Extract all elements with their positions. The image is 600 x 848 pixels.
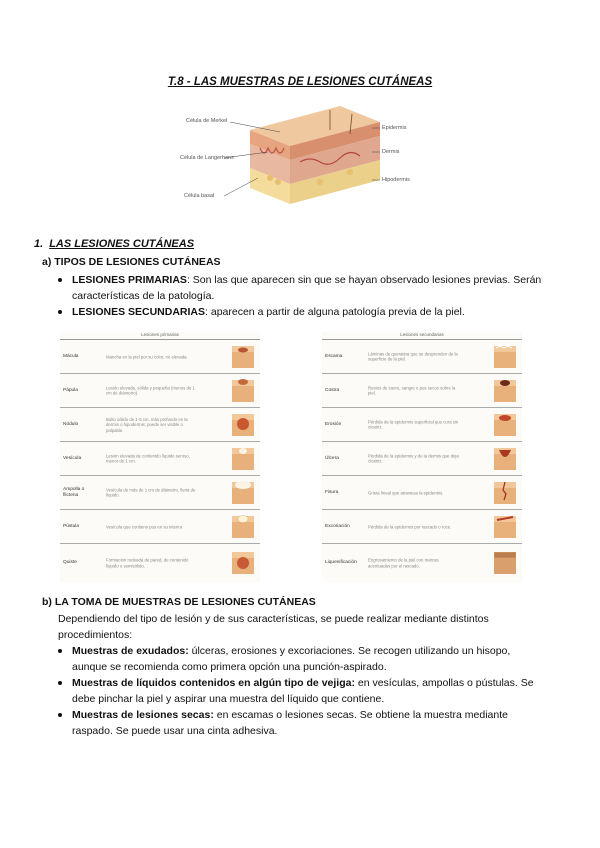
table-row bbox=[322, 340, 522, 374]
lesion-name: Vesícula bbox=[63, 455, 82, 461]
table-row bbox=[322, 374, 522, 408]
list-item-text: : Son las que aparecen sin que se hayan observado lesiones previas. Serán características de la patología. bbox=[72, 274, 542, 302]
list-item bbox=[58, 643, 548, 675]
lesion-name: Pústula bbox=[63, 523, 79, 529]
table-row bbox=[322, 544, 522, 582]
list-item-text: úlceras, erosiones y excoriaciones. Se recogen utilizando un hisopo, aunque se recomienda como primera opción una punción-aspirado. bbox=[72, 645, 511, 673]
lesion-thumbnail bbox=[492, 412, 518, 438]
lesion-thumbnail bbox=[230, 480, 256, 506]
lesion-description: Grieta lineal que atraviesa la epidermis. bbox=[368, 489, 444, 495]
list-item-term: LESIONES PRIMARIAS bbox=[72, 274, 187, 286]
list-item-term: Muestras de líquidos contenidos en algún tipo de vejiga: bbox=[72, 677, 355, 689]
table-row bbox=[322, 510, 522, 544]
lesion-thumbnail bbox=[492, 480, 518, 506]
list-item bbox=[58, 272, 548, 304]
table-row bbox=[322, 442, 522, 476]
table-header: Lesiones secundarias bbox=[322, 332, 522, 340]
figure-label: Célula basal bbox=[184, 193, 215, 199]
lesion-name: Excoriación bbox=[325, 523, 350, 529]
list-item bbox=[58, 675, 548, 707]
list-item-text: en vesículas, ampollas o pústulas. Se debe pinchar la piel y aspirar una muestra del líquido que contiene. bbox=[72, 677, 534, 705]
lesion-description: Lesión elevada de contenido líquido seroso, menor de 1 cm. bbox=[106, 453, 190, 464]
list-item-term: Muestras de lesiones secas: bbox=[72, 709, 214, 721]
lesion-types-list bbox=[58, 272, 548, 320]
lesion-name: Pápula bbox=[63, 387, 78, 393]
lesion-thumbnail bbox=[230, 344, 256, 370]
table-row bbox=[322, 408, 522, 442]
lesion-description: Pérdida de la epidermis y de la dermis que deja cicatriz. bbox=[368, 453, 459, 464]
primary-lesions-table bbox=[60, 332, 260, 582]
table-row bbox=[60, 510, 260, 544]
lesion-description: Pérdida de la epidermis por rascado o roce. bbox=[368, 523, 452, 529]
lesion-name: Quiste bbox=[63, 560, 77, 565]
lesion-thumbnail bbox=[230, 514, 256, 540]
lesion-description: Vesícula de más de 1 cm de diámetro, llena de líquido. bbox=[106, 487, 196, 498]
lesion-thumbnail bbox=[492, 446, 518, 472]
lesion-name: Costra bbox=[325, 387, 340, 393]
figure-label: Célula de Merkel bbox=[186, 118, 228, 124]
lesion-name: Ampolla o flictena bbox=[63, 486, 85, 498]
sample-methods-list bbox=[58, 643, 548, 739]
section-heading bbox=[34, 238, 194, 250]
lesion-name: Mácula bbox=[63, 353, 79, 359]
lesion-description: Pérdida de la epidermis superficial que cura sin cicatriz. bbox=[368, 419, 459, 430]
table-row bbox=[60, 442, 260, 476]
list-item-term: Muestras de exudados: bbox=[72, 645, 189, 657]
lesion-name: Nódulo bbox=[63, 421, 79, 427]
figure-label: Dermis bbox=[382, 149, 400, 155]
list-item bbox=[58, 304, 548, 320]
table-row bbox=[60, 476, 260, 510]
lesion-description: Vesícula que contiene pus en su interior. bbox=[106, 523, 184, 529]
lesion-thumbnail bbox=[230, 550, 256, 576]
lesion-description: Formación rodeada de pared, de contenido líquido o semisólido. bbox=[106, 557, 189, 568]
table-header: Lesiones primarias bbox=[60, 332, 260, 340]
lesion-thumbnail bbox=[230, 378, 256, 404]
lesion-thumbnail bbox=[230, 446, 256, 472]
lesion-thumbnail bbox=[492, 378, 518, 404]
table-row bbox=[60, 374, 260, 408]
table-row bbox=[60, 544, 260, 582]
lesion-name: Liquenificación bbox=[325, 560, 357, 565]
subsection-a-heading: a) TIPOS DE LESIONES CUTÁNEAS bbox=[42, 256, 221, 268]
lesion-name: Escama bbox=[325, 353, 343, 359]
section-number: 1. bbox=[34, 238, 44, 250]
list-item-text: : aparecen a partir de alguna patología previa de la piel. bbox=[205, 306, 465, 318]
figure-label: Epidermis bbox=[382, 125, 407, 131]
lesion-description: Mancha en la piel por su color, no elevada. bbox=[106, 353, 188, 359]
page-title: T.8 - LAS MUESTRAS DE LESIONES CUTÁNEAS bbox=[167, 76, 433, 88]
subsection-b-heading: b) LA TOMA DE MUESTRAS DE LESIONES CUTÁNEAS bbox=[42, 596, 316, 608]
list-item-term: LESIONES SECUNDARIAS bbox=[72, 306, 206, 318]
lesion-thumbnail bbox=[492, 514, 518, 540]
skin-diagram bbox=[180, 100, 420, 208]
lesion-description: Láminas de queratina que se desprenden de la superficie de la piel. bbox=[368, 351, 458, 362]
figure-label: Célula de Langerhans bbox=[180, 155, 234, 161]
lesion-name: Úlcera bbox=[325, 455, 339, 461]
table-row bbox=[322, 476, 522, 510]
lesion-thumbnail bbox=[230, 412, 256, 438]
lesion-thumbnail bbox=[492, 344, 518, 370]
list-item bbox=[58, 707, 548, 739]
lesion-description: Bulto sólido de 1-5 cm, más profundo en la dermis o hipodermis; puede ser visible o palpable. bbox=[106, 416, 188, 433]
lesion-thumbnail bbox=[492, 550, 518, 576]
lesion-name: Erosión bbox=[325, 421, 342, 427]
figure-label: Hipodermis bbox=[382, 177, 410, 183]
table-row bbox=[60, 408, 260, 442]
lesion-description: Engrosamiento de la piel con marcas acentuadas por el rascado. bbox=[368, 557, 439, 568]
table-row bbox=[60, 340, 260, 374]
lesion-description: Lesión elevada, sólida y pequeña (menos de 1 cm de diámetro). bbox=[106, 385, 195, 396]
subsection-b-intro: Dependiendo del tipo de lesión y de sus características, se puede realizar mediante distintos procedimientos: bbox=[58, 613, 489, 641]
lesion-description: Restos de suero, sangre o pus secos sobre la piel. bbox=[368, 385, 456, 396]
list-item-text: en escamas o lesiones secas. Se obtiene la muestra mediante raspado. Se puede usar una cinta adhesiva. bbox=[72, 709, 508, 737]
lesion-name: Fisura bbox=[325, 489, 339, 495]
section-title: LAS LESIONES CUTÁNEAS bbox=[49, 238, 195, 250]
secondary-lesions-table bbox=[322, 332, 522, 582]
